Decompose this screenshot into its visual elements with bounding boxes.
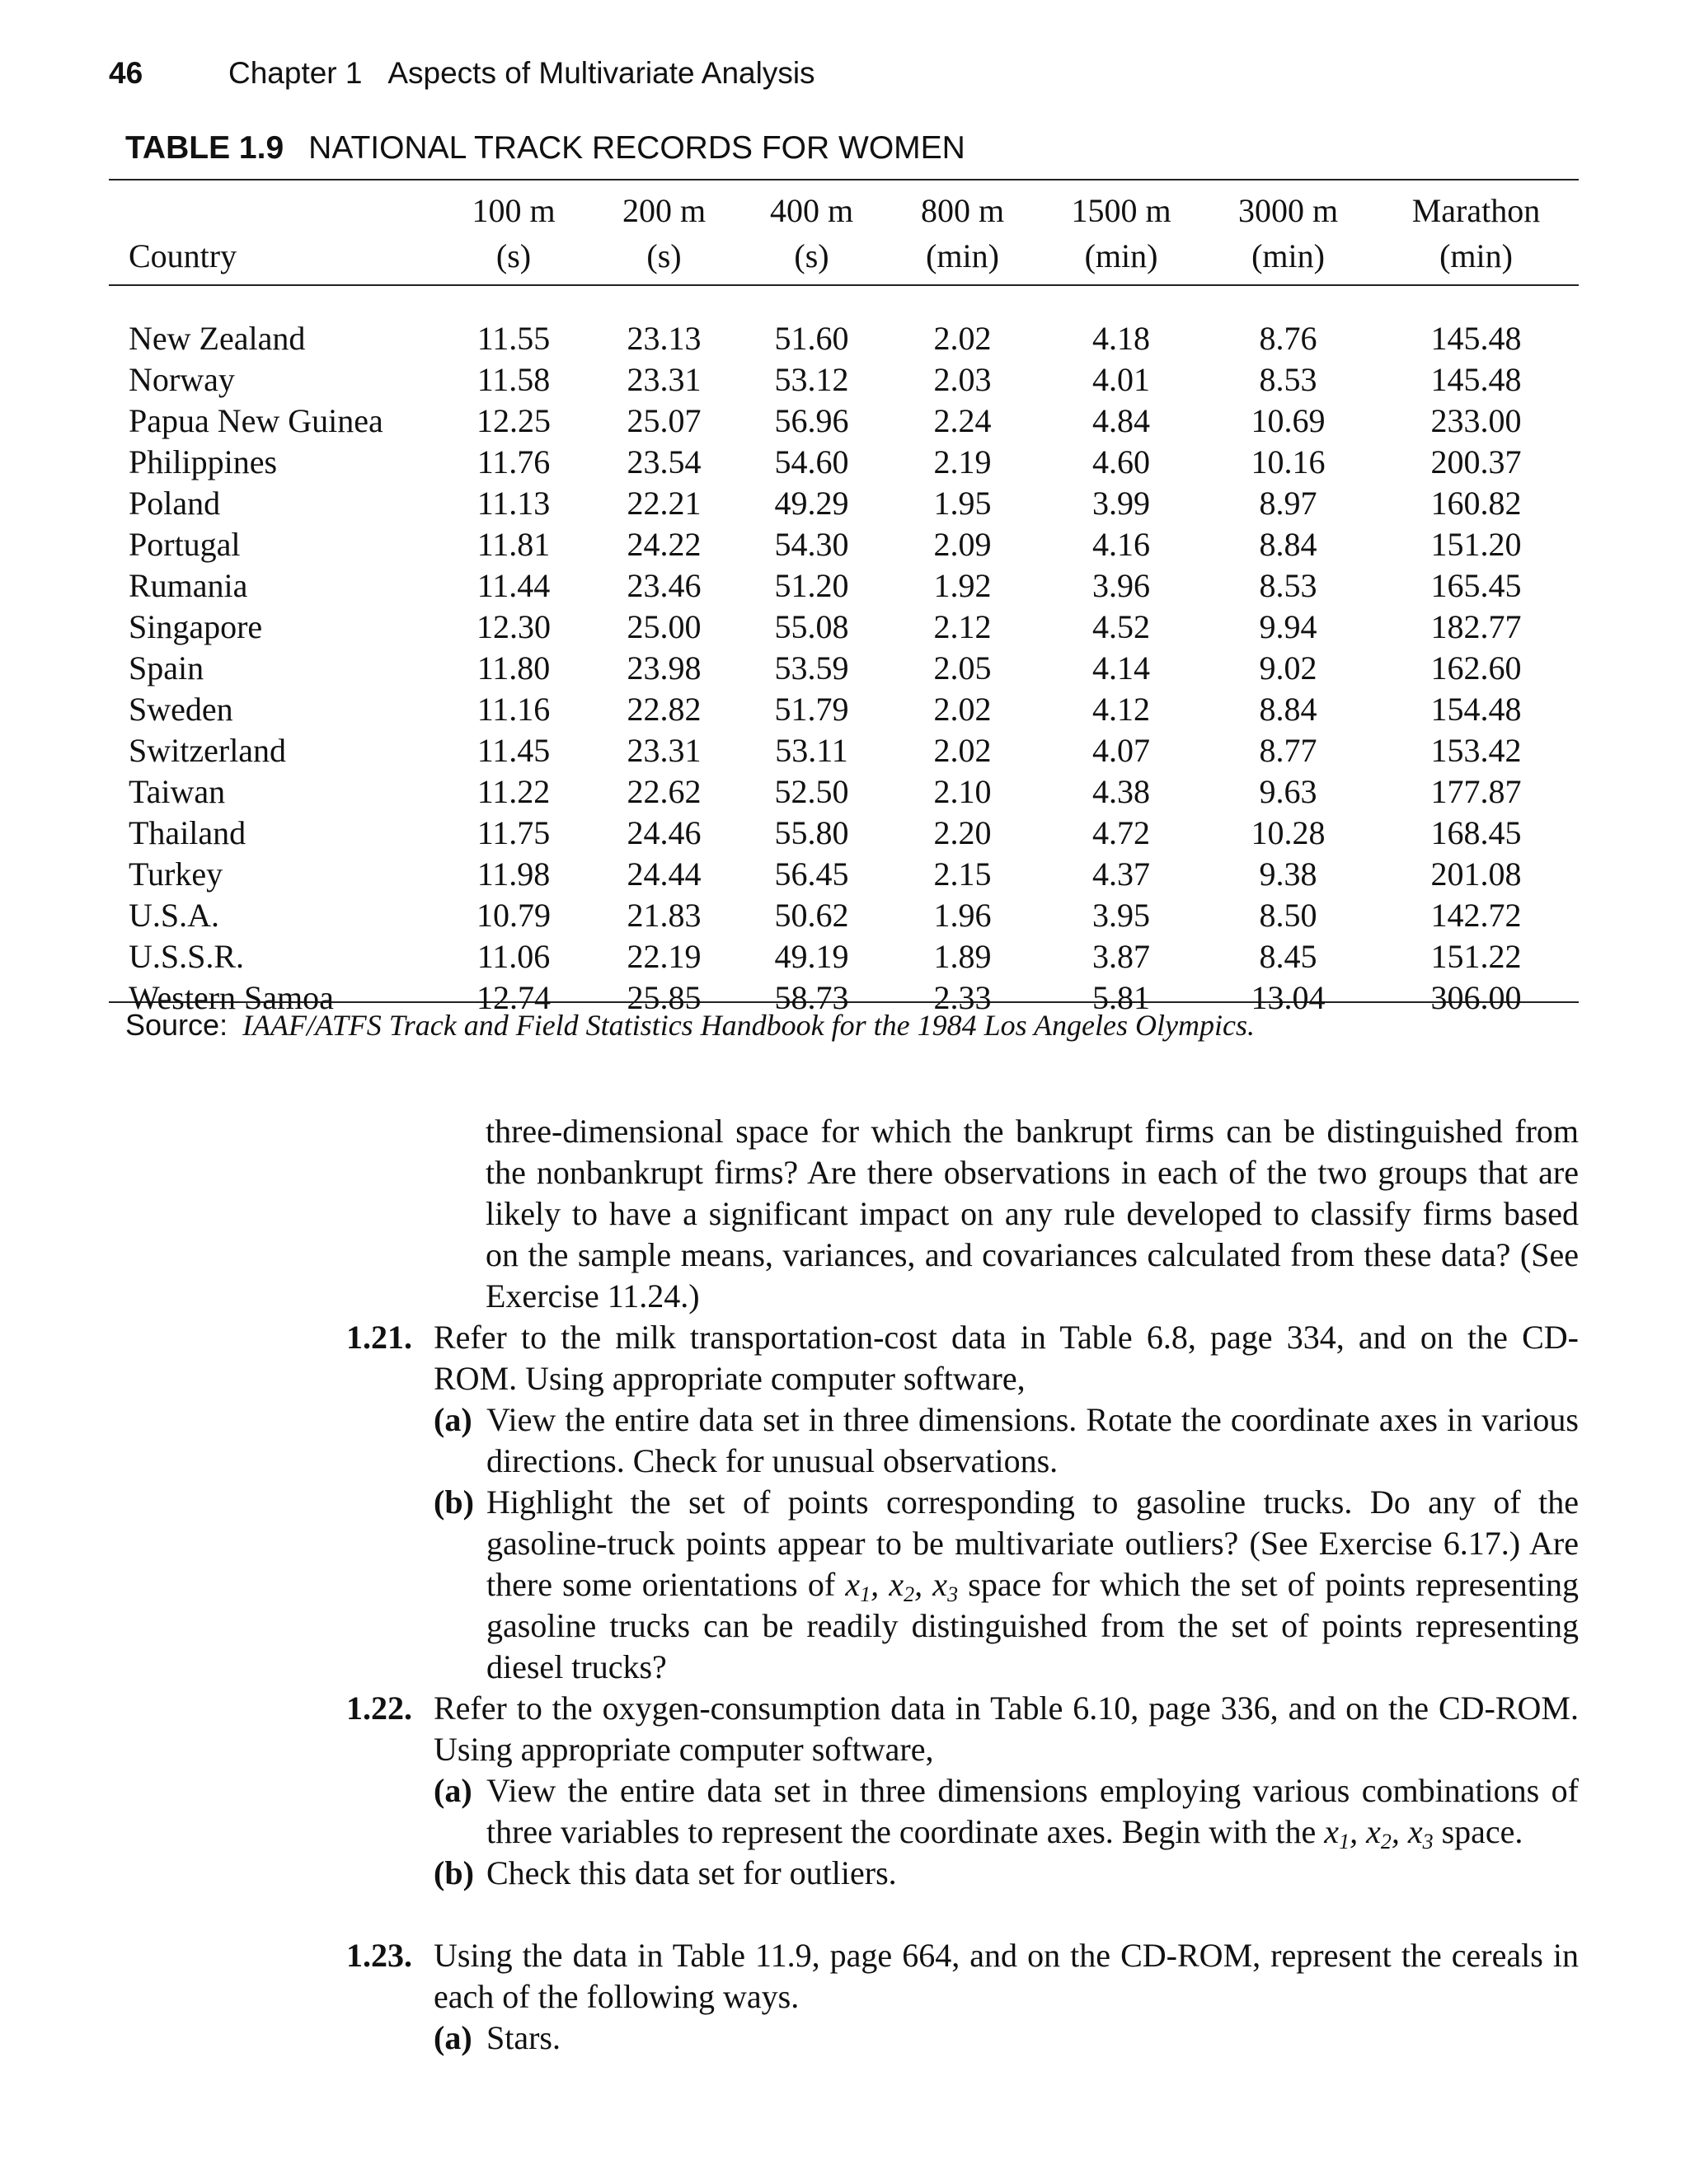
record-cell: 160.82 — [1430, 485, 1522, 522]
record-cell: 22.62 — [627, 773, 702, 810]
column-header-unit: (min) — [926, 237, 999, 274]
record-cell: 11.98 — [476, 855, 551, 893]
part-label: (a) — [434, 1401, 472, 1438]
record-cell: 53.12 — [774, 361, 849, 398]
table-row — [109, 689, 1579, 730]
exercise-intro: Refer to the oxygen-consumption data in Table 6.10, page 336, and on the CD-ROM. Using appropriate computer software, — [434, 1690, 1579, 1768]
record-cell: 58.73 — [774, 979, 849, 1016]
table-row — [109, 607, 1579, 648]
record-cell: 11.16 — [476, 691, 551, 728]
exercise-intro: Using the data in Table 11.9, page 664, and on the CD-ROM, represent the cereals in each of the following ways. — [434, 1937, 1579, 2015]
country-cell: Portugal — [129, 526, 241, 563]
record-cell: 1.89 — [933, 938, 992, 975]
record-cell: 2.05 — [933, 649, 992, 687]
table-title: NATIONAL TRACK RECORDS FOR WOMEN — [308, 130, 965, 166]
country-cell: Norway — [129, 361, 235, 398]
table-row — [109, 359, 1579, 401]
chapter-title: Aspects of Multivariate Analysis — [387, 56, 815, 90]
record-cell: 11.13 — [476, 485, 551, 522]
record-cell: 9.38 — [1259, 855, 1317, 893]
record-cell: 4.01 — [1092, 361, 1150, 398]
table-number: TABLE 1.9 — [125, 130, 284, 166]
record-cell: 56.45 — [774, 855, 849, 893]
record-cell: 56.96 — [774, 402, 849, 439]
exercise-part-a — [434, 1770, 1579, 1853]
table-row — [109, 565, 1579, 607]
header-row-units-top — [109, 188, 1579, 233]
record-cell: 10.69 — [1251, 402, 1326, 439]
record-cell: 4.14 — [1092, 649, 1150, 687]
country-cell: Switzerland — [129, 732, 287, 769]
record-cell: 25.00 — [627, 608, 702, 645]
record-cell: 4.16 — [1092, 526, 1150, 563]
record-cell: 4.60 — [1092, 443, 1150, 480]
record-cell: 54.30 — [774, 526, 849, 563]
record-cell: 54.60 — [774, 443, 849, 480]
record-cell: 9.02 — [1259, 649, 1317, 687]
exercise-part-a — [434, 1399, 1579, 1482]
record-cell: 23.54 — [627, 443, 702, 480]
exercise-1-22 — [346, 1688, 1579, 1894]
exercise-part-b — [434, 1482, 1579, 1688]
record-cell: 55.80 — [774, 814, 849, 851]
exercise-number: 1.22. — [346, 1690, 412, 1727]
table-row — [109, 318, 1579, 359]
part-text: space. — [1441, 1813, 1523, 1850]
part-label: (b) — [434, 1483, 474, 1521]
math-variables: $x_1$, $x_2$, $x_3$ — [1324, 1813, 1434, 1854]
record-cell: 8.76 — [1259, 320, 1317, 357]
running-head — [109, 56, 815, 91]
table-row — [109, 854, 1579, 895]
record-cell: 11.76 — [476, 443, 551, 480]
column-header-top: 3000 m — [1237, 192, 1339, 229]
record-cell: 11.44 — [476, 567, 551, 604]
math-variables: $x_1$, $x_2$, $x_3$ — [845, 1566, 959, 1606]
record-cell: 12.30 — [476, 608, 551, 645]
source-title: IAAF/ATFS Track and Field Statistics Handbook for the 1984 Los Angeles Olympics. — [242, 1009, 1255, 1042]
record-cell: 168.45 — [1430, 814, 1522, 851]
record-cell: 25.07 — [627, 402, 702, 439]
part-text: Check this data set for outliers. — [486, 1854, 897, 1891]
record-cell: 51.20 — [774, 567, 849, 604]
record-cell: 1.96 — [933, 897, 992, 934]
record-cell: 182.77 — [1430, 608, 1522, 645]
record-cell: 2.19 — [933, 443, 992, 480]
record-cell: 2.03 — [933, 361, 992, 398]
column-header-top: 200 m — [622, 192, 707, 229]
record-cell: 8.53 — [1259, 567, 1317, 604]
country-cell: U.S.A. — [129, 897, 220, 934]
record-cell: 8.50 — [1259, 897, 1317, 934]
part-label: (a) — [434, 2019, 472, 2056]
record-cell: 22.82 — [627, 691, 702, 728]
record-cell: 11.80 — [476, 649, 551, 687]
column-header-top: Marathon — [1411, 192, 1541, 229]
part-text: View the entire data set in three dimensions. Rotate the coordinate axes in various directions. Check for unusual observations. — [486, 1401, 1579, 1479]
record-cell: 9.94 — [1259, 608, 1317, 645]
record-cell: 23.31 — [627, 732, 702, 769]
record-cell: 2.02 — [933, 691, 992, 728]
record-cell: 4.72 — [1092, 814, 1150, 851]
table-row — [109, 813, 1579, 854]
record-cell: 2.24 — [933, 402, 992, 439]
record-cell: 49.19 — [774, 938, 849, 975]
record-cell: 8.84 — [1259, 691, 1317, 728]
table-row — [109, 401, 1579, 442]
record-cell: 11.55 — [476, 320, 551, 357]
record-cell: 4.07 — [1092, 732, 1150, 769]
record-cell: 145.48 — [1430, 320, 1522, 357]
part-label: (a) — [434, 1772, 472, 1809]
country-cell: Singapore — [129, 608, 263, 645]
part-text: Highlight the set of points corresponding to gasoline trucks. Do any of the gasoline-truck points appear to be multivariate outliers? (See Exercise 6.17.) Are there some orientations of — [486, 1483, 1579, 1603]
record-cell: 23.98 — [627, 649, 702, 687]
exercise-1-23 — [346, 1935, 1579, 2059]
record-cell: 3.95 — [1092, 897, 1150, 934]
record-cell: 22.21 — [627, 485, 702, 522]
record-cell: 177.87 — [1430, 773, 1522, 810]
record-cell: 1.95 — [933, 485, 992, 522]
exercise-1-21 — [346, 1317, 1579, 1688]
part-label: (b) — [434, 1854, 474, 1891]
record-cell: 25.85 — [627, 979, 702, 1016]
record-cell: 13.04 — [1251, 979, 1326, 1016]
exercise-part-b — [434, 1853, 1579, 1894]
record-cell: 3.87 — [1092, 938, 1150, 975]
record-cell: 11.22 — [476, 773, 551, 810]
country-cell: Thailand — [129, 814, 246, 851]
country-cell: Papua New Guinea — [129, 402, 383, 439]
record-cell: 201.08 — [1430, 855, 1522, 893]
table-row — [109, 730, 1579, 771]
exercise-number: 1.23. — [346, 1937, 412, 1974]
column-header-unit: (min) — [1439, 237, 1513, 274]
record-cell: 51.79 — [774, 691, 849, 728]
country-cell: Sweden — [129, 691, 233, 728]
record-cell: 22.19 — [627, 938, 702, 975]
record-cell: 24.44 — [627, 855, 702, 893]
table-row — [109, 524, 1579, 565]
column-header-country: Country — [129, 237, 237, 274]
record-cell: 11.58 — [476, 361, 551, 398]
table-row — [109, 771, 1579, 813]
track-records-table — [109, 188, 1579, 1019]
column-header-unit: (min) — [1084, 237, 1158, 274]
record-cell: 9.63 — [1259, 773, 1317, 810]
table-body — [109, 318, 1579, 1019]
column-header-top: 800 m — [920, 192, 1005, 229]
record-cell: 162.60 — [1430, 649, 1522, 687]
record-cell: 165.45 — [1430, 567, 1522, 604]
record-cell: 51.60 — [774, 320, 849, 357]
record-cell: 11.45 — [476, 732, 551, 769]
exercise-part-a — [434, 2018, 1579, 2059]
record-cell: 23.13 — [627, 320, 702, 357]
record-cell: 10.16 — [1251, 443, 1326, 480]
record-cell: 2.02 — [933, 732, 992, 769]
part-text: Stars. — [486, 2019, 561, 2056]
record-cell: 24.22 — [627, 526, 702, 563]
record-cell: 53.59 — [774, 649, 849, 687]
record-cell: 2.09 — [933, 526, 992, 563]
record-cell: 10.79 — [476, 897, 551, 934]
column-header-unit: (s) — [646, 237, 682, 274]
country-cell: Rumania — [129, 567, 248, 604]
record-cell: 55.08 — [774, 608, 849, 645]
record-cell: 23.46 — [627, 567, 702, 604]
record-cell: 53.11 — [775, 732, 848, 769]
record-cell: 142.72 — [1430, 897, 1522, 934]
record-cell: 4.37 — [1092, 855, 1150, 893]
country-cell: Philippines — [129, 443, 278, 480]
record-cell: 4.38 — [1092, 773, 1150, 810]
country-cell: Taiwan — [129, 773, 226, 810]
record-cell: 12.25 — [476, 402, 551, 439]
record-cell: 11.81 — [476, 526, 551, 563]
part-text: space for which the set of points representing gasoline trucks can be readily distinguished from the set of points representing diesel trucks? — [486, 1566, 1580, 1685]
part-text: View the entire data set in three dimensions employing various combinations of three variables to represent the coordinate axes. Begin with the — [486, 1772, 1579, 1850]
record-cell: 200.37 — [1430, 443, 1522, 480]
record-cell: 2.20 — [933, 814, 992, 851]
exercise-intro: Refer to the milk transportation-cost data in Table 6.8, page 334, and on the CD-ROM. Using appropriate computer software, — [434, 1319, 1579, 1397]
country-cell: Turkey — [129, 855, 223, 893]
record-cell: 52.50 — [774, 773, 849, 810]
continued-paragraph: three-dimensional space for which the bankrupt firms can be distinguished from the nonbankrupt firms? Are there observations in each of the two groups that are likely to have a significant impact on any rule developed to classify firms based on the sample means, variances, and covariances calculated from these data? (See Exercise 11.24.) — [486, 1113, 1579, 1315]
record-cell: 4.18 — [1092, 320, 1150, 357]
record-cell: 306.00 — [1430, 979, 1522, 1016]
record-cell: 21.83 — [627, 897, 702, 934]
column-header-top: 400 m — [769, 192, 854, 229]
country-cell: Spain — [129, 649, 204, 687]
record-cell: 50.62 — [774, 897, 849, 934]
table-row — [109, 483, 1579, 524]
table-top-rule — [109, 179, 1579, 180]
record-cell: 23.31 — [627, 361, 702, 398]
record-cell: 11.06 — [476, 938, 551, 975]
record-cell: 1.92 — [933, 567, 992, 604]
record-cell: 4.52 — [1092, 608, 1150, 645]
record-cell: 153.42 — [1430, 732, 1522, 769]
record-cell: 233.00 — [1430, 402, 1522, 439]
record-cell: 24.46 — [627, 814, 702, 851]
country-cell: New Zealand — [129, 320, 306, 357]
table-source-note — [125, 1008, 1255, 1043]
record-cell: 10.28 — [1251, 814, 1326, 851]
country-cell: Poland — [129, 485, 221, 522]
record-cell: 145.48 — [1430, 361, 1522, 398]
table-row — [109, 936, 1579, 977]
record-cell: 4.84 — [1092, 402, 1150, 439]
record-cell: 4.12 — [1092, 691, 1150, 728]
column-header-top: 100 m — [472, 192, 556, 229]
record-cell: 2.02 — [933, 320, 992, 357]
record-cell: 8.45 — [1259, 938, 1317, 975]
record-cell: 2.12 — [933, 608, 992, 645]
record-cell: 11.75 — [476, 814, 551, 851]
header-row-units-bottom — [109, 233, 1579, 279]
chapter-label: Chapter 1 — [228, 56, 363, 90]
table-row — [109, 442, 1579, 483]
column-header-unit: (min) — [1251, 237, 1325, 274]
column-header-top — [109, 188, 437, 233]
record-cell: 2.15 — [933, 855, 992, 893]
column-header-top: 1500 m — [1071, 192, 1171, 229]
record-cell: 2.10 — [933, 773, 992, 810]
record-cell: 12.74 — [476, 979, 551, 1016]
source-label: Source: — [125, 1008, 228, 1042]
record-cell: 2.33 — [933, 979, 992, 1016]
record-cell: 3.96 — [1092, 567, 1150, 604]
record-cell: 49.29 — [774, 485, 849, 522]
table-row — [109, 895, 1579, 936]
record-cell: 154.48 — [1430, 691, 1522, 728]
record-cell: 8.77 — [1259, 732, 1317, 769]
record-cell: 3.99 — [1092, 485, 1150, 522]
record-cell: 151.20 — [1430, 526, 1522, 563]
record-cell: 8.84 — [1259, 526, 1317, 563]
table-caption — [125, 130, 965, 166]
table-row — [109, 648, 1579, 689]
record-cell: 151.22 — [1430, 938, 1522, 975]
record-cell: 8.53 — [1259, 361, 1317, 398]
column-header-unit: (s) — [794, 237, 829, 274]
record-cell: 5.81 — [1092, 979, 1150, 1016]
exercise-number: 1.21. — [346, 1319, 412, 1356]
page-number: 46 — [109, 56, 143, 90]
country-cell: Western Samoa — [129, 979, 334, 1016]
country-cell: U.S.S.R. — [129, 938, 245, 975]
record-cell: 8.97 — [1259, 485, 1317, 522]
column-header-unit: (s) — [495, 237, 532, 274]
